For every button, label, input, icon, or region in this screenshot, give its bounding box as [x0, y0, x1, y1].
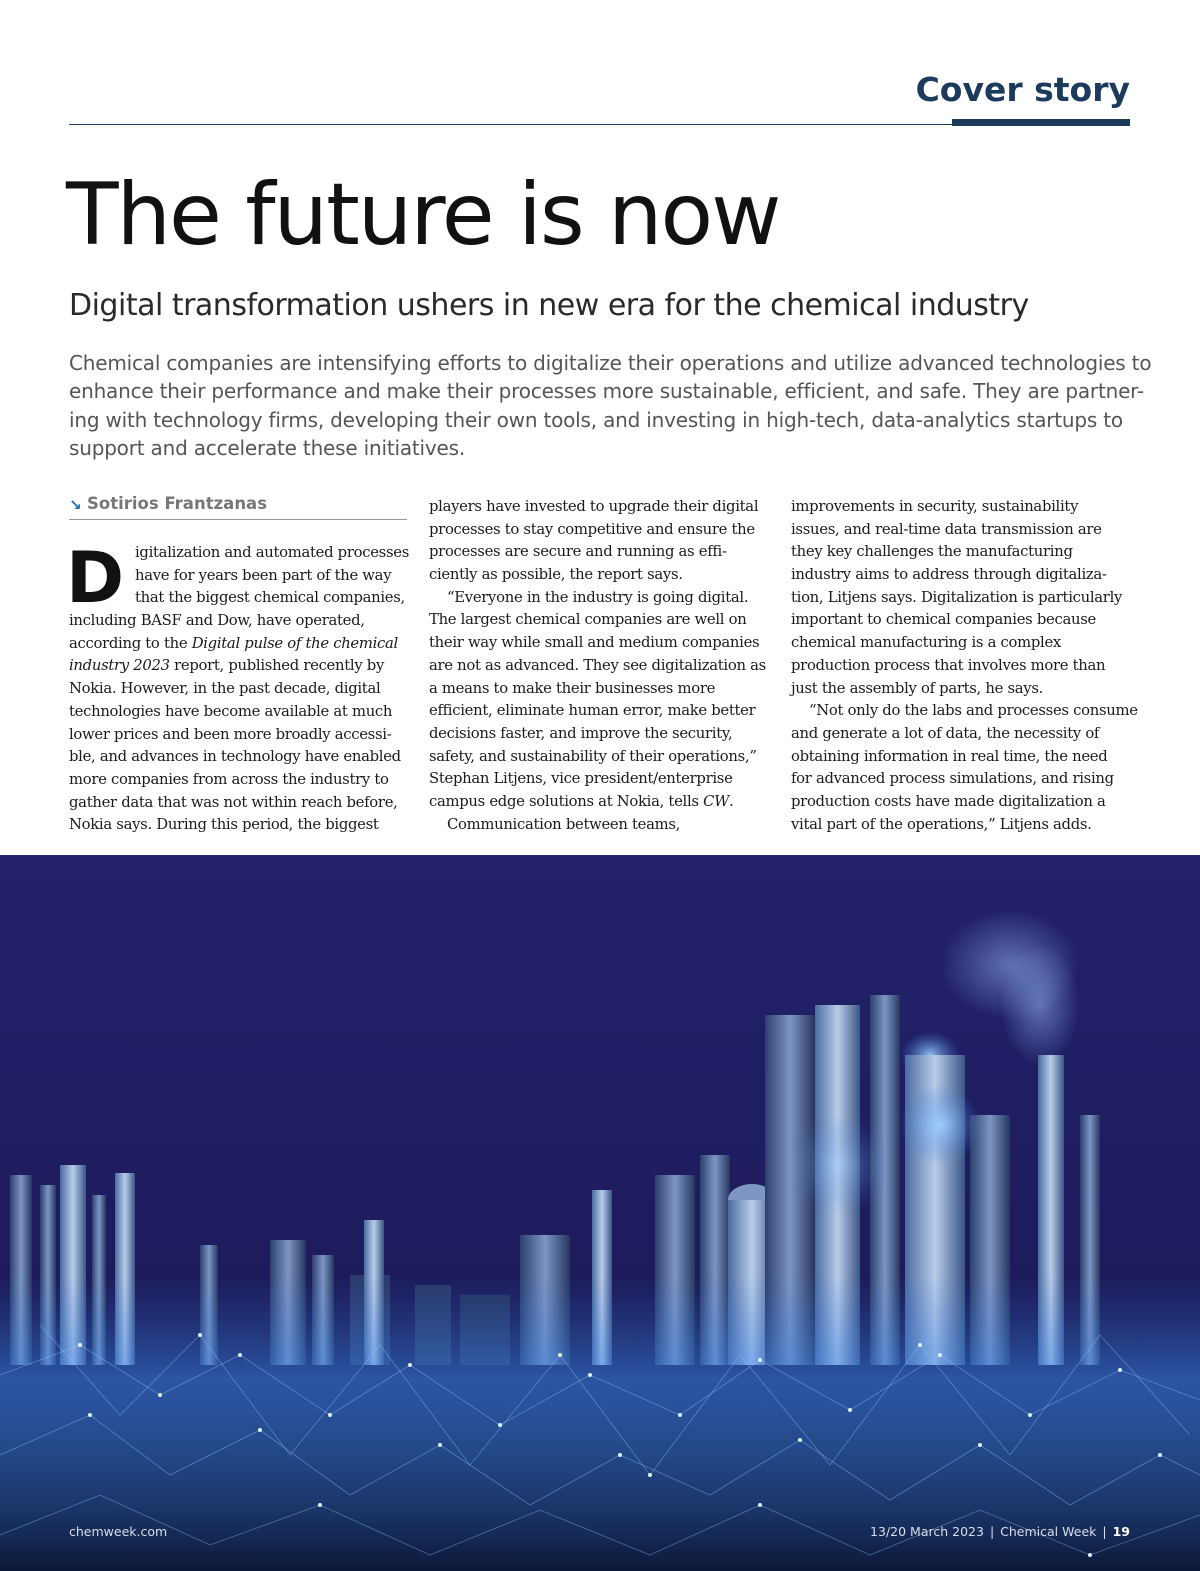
body-line: for advanced process simulations, and rising [791, 770, 1114, 788]
body-line: decisions faster, and improve the security, [429, 724, 733, 742]
body-line: ble, and advances in technology have enabled [69, 748, 401, 766]
subheadline: Digital transformation ushers in new era for the chemical industry [69, 288, 1029, 323]
standfirst-line: support and accelerate these initiatives. [69, 435, 465, 460]
body-line: their way while small and medium companies [429, 634, 760, 652]
body-line: production process that involves more than [791, 656, 1106, 674]
headline: The future is now [66, 165, 780, 265]
report-title: Digital pulse of the chemical [191, 634, 398, 652]
body-line: just the assembly of parts, he says. [791, 679, 1044, 697]
body-line: processes are secure and running as effi- [429, 543, 727, 561]
body-line: important to chemical companies because [791, 611, 1096, 629]
body-line: players have invested to upgrade their digital [429, 498, 759, 515]
body-line: have for years been part of the way [135, 566, 392, 584]
body-line: Nokia says. During this period, the biggest [69, 816, 379, 834]
body-line: Communication between teams, [447, 815, 681, 833]
body-line: “Everyone in the industry is going digital. [447, 588, 749, 606]
standfirst [69, 349, 1152, 462]
body-line: lower prices and been more broadly accessi- [69, 725, 392, 743]
publication-abbrev: CW [703, 792, 730, 810]
body-line: more companies from across the industry to [69, 770, 389, 788]
body-line: safety, and sustainability of their operations,” [429, 747, 757, 765]
byline-author[interactable]: Sotirios Frantzanas [87, 494, 268, 513]
body-line: production costs have made digitalization a [791, 792, 1106, 810]
byline-block [69, 493, 407, 520]
report-title: industry 2023 [69, 657, 170, 675]
body-line: The largest chemical companies are well on [429, 611, 747, 629]
body-line: a means to make their businesses more [429, 679, 716, 697]
body-line: “Not only do the labs and processes consume [809, 702, 1138, 720]
arrow-down-right-icon: ↘ [69, 496, 82, 514]
body-text: . [729, 792, 734, 810]
standfirst-line: Chemical companies are intensifying efforts to digitalize their operations and utilize advanced technologies to [69, 351, 1152, 375]
footer-website[interactable]: chemweek.com [69, 1524, 168, 1539]
body-line: industry aims to address through digitaliza- [791, 566, 1107, 584]
body-text: report, published recently by [169, 657, 385, 675]
page-number: 19 [1112, 1524, 1130, 1539]
footer-separator: | [989, 1524, 995, 1539]
body-line [69, 655, 409, 678]
body-line [69, 633, 409, 656]
body-line: improvements in security, sustainability [791, 498, 1079, 515]
body-line: igitalization and automated processes [135, 544, 410, 561]
body-line: chemical manufacturing is a complex [791, 634, 1061, 652]
body-line: that the biggest chemical companies, [135, 589, 405, 607]
section-label-underline [952, 119, 1130, 126]
body-column-3 [791, 496, 1136, 836]
hero-image [0, 855, 1200, 1571]
body-line [429, 791, 774, 814]
body-line: processes to stay competitive and ensure the [429, 520, 755, 538]
standfirst-line: enhance their performance and make their processes more sustainable, efficient, and safe. They are partner- [69, 379, 1144, 404]
body-line: gather data that was not within reach before, [69, 793, 398, 811]
footer-issue-info [870, 1524, 1130, 1539]
body-line: including BASF and Dow, have operated, [69, 612, 365, 630]
issue-date: 13/20 March 2023 [870, 1524, 984, 1539]
section-label: Cover story [915, 70, 1130, 109]
body-column-1 [69, 542, 409, 837]
body-text: according to the [69, 634, 192, 652]
body-line: are not as advanced. They see digitalization as [429, 656, 766, 674]
body-line: vital part of the operations,” Litjens adds. [791, 815, 1092, 833]
drop-cap: D [66, 537, 125, 619]
body-line: issues, and real-time data transmission are [791, 520, 1102, 538]
body-line: ciently as possible, the report says. [429, 566, 683, 584]
body-text: campus edge solutions at Nokia, tells [429, 792, 704, 810]
refinery-illustration [0, 855, 1200, 1571]
body-line: and generate a lot of data, the necessity of [791, 724, 1100, 742]
body-line: Nokia. However, in the past decade, digital [69, 680, 381, 698]
standfirst-line: ing with technology firms, developing their own tools, and investing in high-tech, data-analytics startups to [69, 407, 1123, 432]
body-line: Stephan Litjens, vice president/enterprise [429, 770, 733, 788]
publication-name: Chemical Week [1000, 1524, 1097, 1539]
body-column-2 [429, 496, 774, 836]
footer-separator: | [1102, 1524, 1107, 1539]
body-line: technologies have become available at much [69, 702, 393, 720]
body-line: they key challenges the manufacturing [791, 543, 1073, 561]
body-line: obtaining information in real time, the need [791, 747, 1108, 765]
body-line: tion, Litjens says. Digitalization is particularly [791, 588, 1123, 606]
body-line: efficient, eliminate human error, make better [429, 702, 756, 720]
